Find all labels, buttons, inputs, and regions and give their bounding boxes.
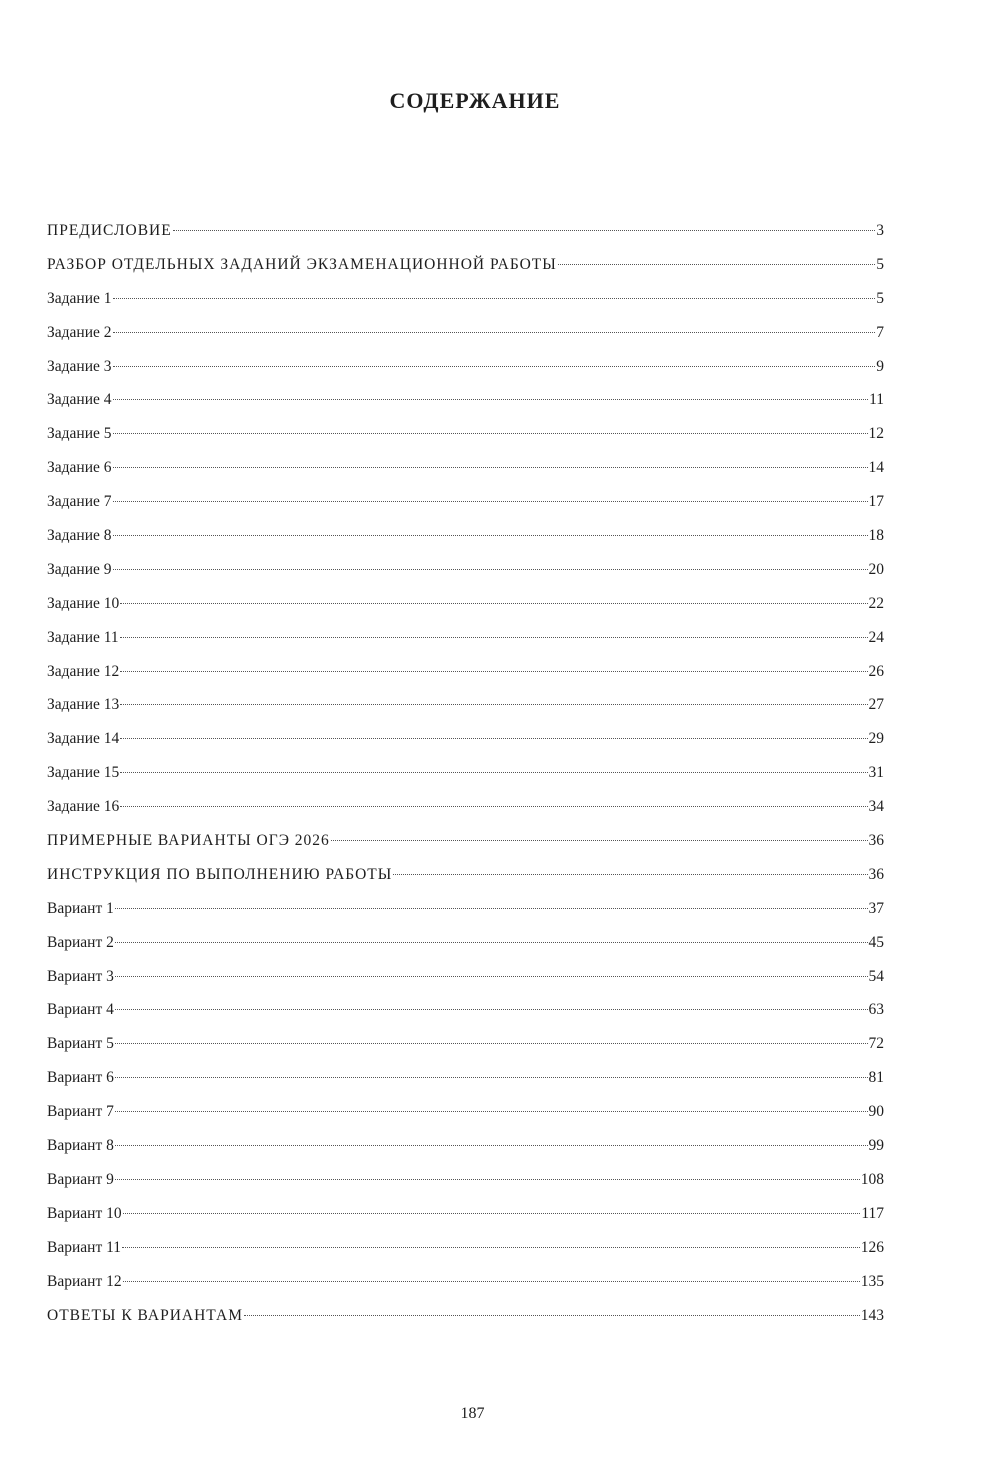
- toc-entry-label: Задание 10: [47, 594, 120, 612]
- toc-entry-label: Вариант 8: [47, 1137, 114, 1155]
- toc-entry[interactable]: [47, 696, 884, 730]
- toc-entry-label: Задание 12: [47, 662, 120, 680]
- toc-entry[interactable]: [47, 1239, 884, 1273]
- dot-leader: [113, 535, 868, 536]
- toc-entry-label: Вариант 6: [47, 1069, 114, 1087]
- toc-entry-page: 36: [868, 832, 884, 850]
- toc-entry-label: ИНСТРУКЦИЯ ПО ВЫПОЛНЕНИЮ РАБОТЫ: [47, 865, 393, 883]
- toc-entry[interactable]: [47, 561, 884, 595]
- toc-entry-label: ПРЕДИСЛОВИЕ: [47, 222, 172, 239]
- toc-entry-page: 3: [876, 222, 884, 239]
- toc-entry[interactable]: [47, 663, 884, 697]
- toc-entry[interactable]: [47, 290, 884, 324]
- toc-entry[interactable]: [47, 730, 884, 764]
- toc-entry-page: 37: [868, 899, 884, 917]
- dot-leader: [113, 298, 876, 299]
- toc-entry-page: 143: [860, 1306, 884, 1324]
- toc-entry-label: ПРИМЕРНЫЕ ВАРИАНТЫ ОГЭ 2026: [47, 832, 330, 850]
- toc-entry[interactable]: [47, 425, 884, 459]
- toc-entry-label: Задание 1: [47, 289, 112, 307]
- toc-entry-page: 45: [868, 933, 884, 951]
- toc-entry[interactable]: [47, 1001, 884, 1035]
- toc-entry-page: 18: [868, 527, 884, 545]
- toc-entry[interactable]: [47, 358, 884, 392]
- dot-leader: [122, 1247, 860, 1248]
- toc-entry-page: 27: [868, 696, 884, 714]
- toc-entry-label: Вариант 11: [47, 1238, 122, 1256]
- page-title: СОДЕРЖАНИЕ: [389, 88, 561, 113]
- toc-entry-page: 36: [868, 865, 884, 883]
- toc-entry-page: 24: [868, 628, 884, 646]
- toc-entry-label: Задание 7: [47, 493, 112, 511]
- dot-leader: [113, 399, 869, 400]
- toc-entry-label: Вариант 9: [47, 1170, 114, 1188]
- toc-entry-label: Задание 5: [47, 425, 112, 443]
- toc-entry-label: Задание 8: [47, 527, 112, 545]
- toc-entry-page: 126: [860, 1238, 884, 1256]
- dot-leader: [244, 1315, 860, 1316]
- dot-leader: [113, 569, 868, 570]
- toc-entry-label: Вариант 7: [47, 1103, 114, 1121]
- toc-entry-page: 29: [868, 730, 884, 748]
- toc-entry-page: 31: [868, 764, 884, 782]
- dot-leader: [115, 942, 868, 943]
- dot-leader: [115, 976, 868, 977]
- dot-leader: [120, 637, 868, 638]
- dot-leader: [113, 433, 868, 434]
- toc-entry-page: 81: [868, 1069, 884, 1087]
- toc-entry[interactable]: [47, 968, 884, 1002]
- dot-leader: [558, 264, 875, 265]
- toc-entry[interactable]: [47, 493, 884, 527]
- toc-entry[interactable]: [47, 866, 884, 900]
- toc-entry[interactable]: [47, 629, 884, 663]
- toc-entry-label: Вариант 10: [47, 1204, 122, 1222]
- dot-leader: [113, 467, 868, 468]
- dot-leader: [331, 840, 868, 841]
- toc-entry[interactable]: [47, 1171, 884, 1205]
- dot-leader: [123, 1281, 860, 1282]
- toc-entry[interactable]: [47, 764, 884, 798]
- toc-entry-label: Задание 16: [47, 798, 120, 816]
- toc-entry-page: 12: [868, 425, 884, 443]
- dot-leader: [115, 1043, 868, 1044]
- dot-leader: [115, 1111, 868, 1112]
- toc-entry[interactable]: [47, 324, 884, 358]
- toc-entry-page: 72: [868, 1035, 884, 1053]
- toc-entry-page: 117: [861, 1204, 884, 1222]
- dot-leader: [115, 908, 868, 909]
- dot-leader: [120, 806, 867, 807]
- toc-entry[interactable]: [47, 527, 884, 561]
- toc-entry-label: Вариант 1: [47, 899, 114, 917]
- toc-entry[interactable]: [47, 222, 884, 256]
- dot-leader: [123, 1213, 861, 1214]
- toc-entry-page: 9: [876, 357, 884, 375]
- toc-entry-label: ОТВЕТЫ К ВАРИАНТАМ: [47, 1306, 243, 1324]
- toc-entry-page: 17: [868, 493, 884, 511]
- toc-entry-label: Задание 6: [47, 459, 112, 477]
- toc-entry-label: Задание 3: [47, 357, 112, 375]
- toc-entry-page: 7: [876, 323, 884, 341]
- toc-entry[interactable]: [47, 391, 884, 425]
- toc-entry[interactable]: [47, 900, 884, 934]
- dot-leader: [120, 704, 867, 705]
- toc-entry-label: Задание 2: [47, 323, 112, 341]
- toc-entry[interactable]: [47, 1035, 884, 1069]
- toc-entry-page: 54: [868, 967, 884, 985]
- toc-entry-label: Вариант 5: [47, 1035, 114, 1053]
- toc-entry[interactable]: [47, 1137, 884, 1171]
- toc-entry[interactable]: [47, 256, 884, 290]
- dot-leader: [115, 1179, 860, 1180]
- toc-entry-page: 63: [868, 1001, 884, 1019]
- toc-entry[interactable]: [47, 1273, 884, 1307]
- dot-leader: [113, 366, 876, 367]
- toc-entry-page: 108: [860, 1170, 884, 1188]
- dot-leader: [173, 230, 876, 231]
- toc-entry[interactable]: [47, 934, 884, 968]
- toc-entry-label: Задание 14: [47, 730, 120, 748]
- toc-entry[interactable]: [47, 1205, 884, 1239]
- dot-leader: [115, 1077, 868, 1078]
- toc-entry-page: 26: [868, 662, 884, 680]
- toc-entry-label: Задание 15: [47, 764, 120, 782]
- page-number: 187: [460, 1405, 485, 1422]
- dot-leader: [115, 1145, 868, 1146]
- dot-leader: [120, 772, 867, 773]
- toc-entry-page: 90: [868, 1103, 884, 1121]
- dot-leader: [393, 874, 867, 875]
- toc-entry-label: Вариант 2: [47, 933, 114, 951]
- toc-entry-page: 5: [876, 255, 884, 273]
- toc-entry-label: Задание 4: [47, 391, 112, 409]
- toc-entry-label: Вариант 3: [47, 967, 114, 985]
- toc-entry-page: 14: [868, 459, 884, 477]
- toc-entry-page: 22: [868, 594, 884, 612]
- dot-leader: [120, 738, 867, 739]
- toc-entry-label: Вариант 4: [47, 1001, 114, 1019]
- toc-entry-label: Задание 13: [47, 696, 120, 714]
- table-of-contents: [47, 222, 884, 1340]
- toc-entry-page: 5: [876, 289, 884, 307]
- toc-entry[interactable]: [47, 1069, 884, 1103]
- dot-leader: [120, 603, 867, 604]
- toc-entry-label: Задание 9: [47, 560, 112, 578]
- dot-leader: [113, 501, 868, 502]
- dot-leader: [115, 1009, 868, 1010]
- toc-entry-label: Вариант 12: [47, 1272, 122, 1290]
- toc-entry[interactable]: [47, 1103, 884, 1137]
- toc-entry[interactable]: [47, 459, 884, 493]
- toc-entry-page: 11: [869, 391, 884, 409]
- toc-entry[interactable]: [47, 798, 884, 832]
- toc-entry-page: 135: [860, 1272, 884, 1290]
- toc-entry-page: 20: [868, 560, 884, 578]
- toc-entry-label: РАЗБОР ОТДЕЛЬНЫХ ЗАДАНИЙ ЭКЗАМЕНАЦИОННОЙ РАБОТЫ: [47, 255, 557, 273]
- toc-entry[interactable]: [47, 832, 884, 866]
- toc-entry-page: 99: [868, 1137, 884, 1155]
- dot-leader: [120, 671, 867, 672]
- toc-entry-page: 34: [868, 798, 884, 816]
- toc-entry[interactable]: [47, 1307, 884, 1341]
- toc-entry[interactable]: [47, 595, 884, 629]
- dot-leader: [113, 332, 876, 333]
- toc-entry-label: Задание 11: [47, 628, 119, 646]
